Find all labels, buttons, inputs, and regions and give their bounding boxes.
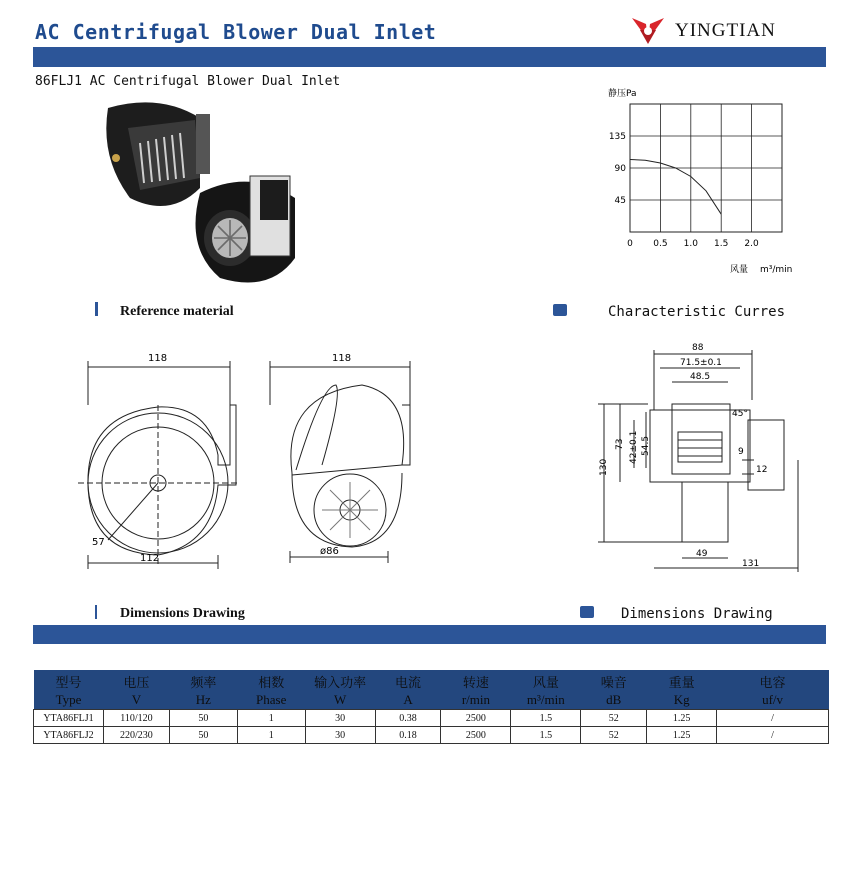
table-header-cn bbox=[34, 670, 829, 691]
dim-side-width: 118 bbox=[332, 353, 352, 364]
table-cell: 50 bbox=[169, 710, 237, 727]
table-header-cell: 电压 bbox=[103, 670, 169, 691]
table-cell: 220/230 bbox=[103, 727, 169, 744]
table-header-cell: 电容 bbox=[717, 670, 829, 691]
blower-image-lower bbox=[196, 176, 296, 283]
dim-right-45: 45° bbox=[732, 409, 748, 419]
table-cell: 52 bbox=[581, 727, 647, 744]
table-cell: 50 bbox=[169, 727, 237, 744]
dim-front-width: 118 bbox=[148, 353, 168, 364]
table-header-cell: 转速 bbox=[441, 670, 511, 691]
table-header-cell: 重量 bbox=[647, 670, 717, 691]
product-subtitle: 86FLJ1 AC Centrifugal Blower Dual Inlet bbox=[35, 74, 341, 89]
table-cell: 30 bbox=[305, 727, 375, 744]
table-cell: 1.5 bbox=[511, 727, 581, 744]
characteristic-chart bbox=[600, 82, 810, 282]
table-header-cell: W bbox=[305, 691, 375, 710]
dim-bottom-49: 49 bbox=[696, 549, 708, 559]
table-cell: 0.38 bbox=[375, 710, 441, 727]
chart-xtick-label: 1.5 bbox=[714, 239, 729, 249]
chart-xticks bbox=[627, 239, 759, 249]
table-header-cell: uf/v bbox=[717, 691, 829, 710]
section-marker bbox=[553, 304, 567, 316]
table-header-cell: 相数 bbox=[237, 670, 305, 691]
table-header-cell: dB bbox=[581, 691, 647, 710]
dim-left-54-5: 54.5 bbox=[641, 435, 651, 456]
page-title: AC Centrifugal Blower Dual Inlet bbox=[35, 20, 437, 44]
blower-image-upper bbox=[106, 102, 210, 206]
chart-xlabel: 风量 bbox=[730, 265, 749, 275]
table-header-cell: Type bbox=[34, 691, 104, 710]
chart-yticks bbox=[609, 132, 626, 206]
section-reference: Reference material bbox=[120, 304, 234, 319]
table-cell: 1.25 bbox=[647, 710, 717, 727]
table-cell: 0.18 bbox=[375, 727, 441, 744]
table-cell: 2500 bbox=[441, 710, 511, 727]
yingtian-logo-icon bbox=[630, 14, 666, 48]
table-cell: 1.5 bbox=[511, 710, 581, 727]
table-cell: / bbox=[717, 727, 829, 744]
table-header-cell: r/min bbox=[441, 691, 511, 710]
brand-name: YINGTIAN bbox=[675, 20, 776, 41]
dim-left-130: 130 bbox=[599, 458, 609, 476]
dim-right-12: 12 bbox=[756, 465, 768, 475]
section-marker bbox=[95, 302, 98, 316]
dim-top-88: 88 bbox=[692, 343, 704, 353]
table-cell: 2500 bbox=[441, 727, 511, 744]
dim-top-71-5: 71.5±0.1 bbox=[680, 358, 722, 368]
table-header-cell: Hz bbox=[169, 691, 237, 710]
chart-xtick-label: 0 bbox=[627, 239, 633, 249]
table-header-cell: Phase bbox=[237, 691, 305, 710]
dim-top-48-5: 48.5 bbox=[690, 372, 711, 382]
table-row bbox=[34, 710, 829, 727]
table-header-cell: 噪音 bbox=[581, 670, 647, 691]
table-header-cell: 风量 bbox=[511, 670, 581, 691]
header-bar bbox=[33, 47, 826, 67]
dim-front-base: 112 bbox=[140, 553, 160, 564]
drawing-top-view bbox=[592, 340, 807, 576]
table-header-cell: A bbox=[375, 691, 441, 710]
table-cell: 52 bbox=[581, 710, 647, 727]
table-cell: 1 bbox=[237, 727, 305, 744]
dim-bottom-131: 131 bbox=[742, 559, 760, 569]
spec-table bbox=[33, 670, 829, 744]
drawing-side-view bbox=[262, 345, 422, 565]
chart-xtick-label: 2.0 bbox=[744, 239, 759, 249]
dim-side-diameter: ø86 bbox=[320, 546, 339, 557]
dim-left-42: 42±0.1 bbox=[629, 430, 639, 464]
table-header-cell: 电流 bbox=[375, 670, 441, 691]
chart-grid bbox=[630, 104, 782, 232]
product-photo bbox=[100, 98, 300, 288]
dim-right-9: 9 bbox=[738, 447, 744, 457]
table-header-cell: 输入功率 bbox=[305, 670, 375, 691]
table-cell: 1 bbox=[237, 710, 305, 727]
table-cell: 110/120 bbox=[103, 710, 169, 727]
section-curves: Characteristic Curres bbox=[608, 304, 786, 320]
chart-xunit: m³/min bbox=[760, 265, 793, 275]
table-header-cell: 频率 bbox=[169, 670, 237, 691]
table-cell: 1.25 bbox=[647, 727, 717, 744]
table-cell: YTA86FLJ1 bbox=[34, 710, 104, 727]
section-drawing-right: Dimensions Drawing bbox=[621, 606, 773, 622]
section-marker bbox=[95, 605, 97, 619]
table-cell: 30 bbox=[305, 710, 375, 727]
table-header-cell: 型号 bbox=[34, 670, 104, 691]
table-cell: / bbox=[717, 710, 829, 727]
drawing-front-view bbox=[78, 345, 248, 575]
chart-ytick-label: 45 bbox=[614, 196, 626, 206]
table-header-en bbox=[34, 691, 829, 710]
dim-front-radius: 57 bbox=[92, 537, 105, 548]
divider-bar bbox=[33, 625, 826, 644]
chart-xtick-label: 1.0 bbox=[683, 239, 698, 249]
table-header-cell: V bbox=[103, 691, 169, 710]
table-body bbox=[34, 710, 829, 744]
table-header-cell: Kg bbox=[647, 691, 717, 710]
table-cell: YTA86FLJ2 bbox=[34, 727, 104, 744]
chart-xtick-label: 0.5 bbox=[653, 239, 668, 249]
chart-ylabel: 静压Pa bbox=[608, 89, 637, 99]
section-marker bbox=[580, 606, 594, 618]
table-row bbox=[34, 727, 829, 744]
chart-ytick-label: 135 bbox=[608, 132, 626, 142]
dim-left-73: 73 bbox=[615, 438, 625, 450]
chart-ytick-label: 90 bbox=[614, 164, 626, 174]
section-drawing-left: Dimensions Drawing bbox=[120, 606, 245, 621]
table-header-cell: m³/min bbox=[511, 691, 581, 710]
